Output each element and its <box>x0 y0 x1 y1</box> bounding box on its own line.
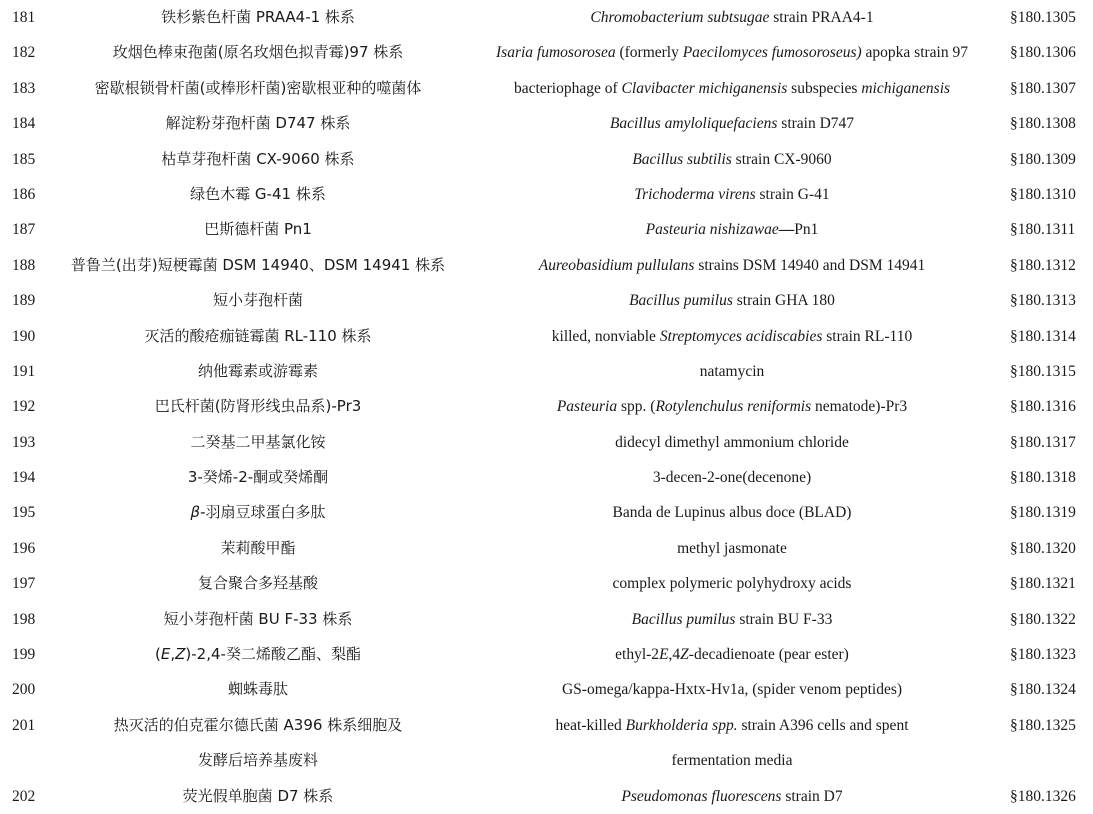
english-name-segment: E <box>659 646 669 664</box>
english-name-line <box>468 637 996 672</box>
english-name-segment: apopka strain 97 <box>861 44 968 62</box>
row-number: 189 <box>12 292 36 310</box>
regulation-code: §180.1322 <box>1010 610 1076 628</box>
table-row <box>0 354 1093 389</box>
english-name-segment: killed, nonviable <box>551 327 660 345</box>
english-name-line <box>468 743 996 778</box>
english-name-segment: Streptomyces acidiscabies <box>659 327 823 345</box>
row-number: 197 <box>12 575 36 593</box>
table-row <box>0 566 1093 601</box>
english-name-segment: subspecies <box>787 79 862 97</box>
english-name <box>468 495 996 530</box>
regulation-code: §180.1308 <box>1010 115 1076 133</box>
english-name-line <box>468 602 996 637</box>
english-name-segment: Bacillus pumilus <box>629 292 733 310</box>
english-name-line <box>468 354 996 389</box>
english-name-segment: (formerly <box>615 44 683 62</box>
table-row <box>0 389 1093 424</box>
english-name-segment: spp. ( <box>617 398 656 416</box>
english-name-segment: strain GHA 180 <box>732 292 835 310</box>
english-name-segment: methyl jasmonate <box>677 539 787 557</box>
chinese-name-line: (E,Z)-2,4-癸二烯酸乙酯、梨酯 <box>155 645 361 664</box>
table-row <box>0 212 1093 247</box>
english-name <box>468 283 996 318</box>
english-name-line <box>468 425 996 460</box>
chinese-name-line: 二癸基二甲基氯化铵 <box>190 432 326 451</box>
english-name-segment: michiganensis <box>861 79 951 97</box>
english-name <box>468 319 996 354</box>
english-name-segment: strain PRAA4-1 <box>769 9 874 26</box>
english-name <box>468 566 996 601</box>
english-name <box>468 177 996 212</box>
chinese-name <box>52 672 464 707</box>
regulation-code: §180.1313 <box>1010 292 1076 310</box>
english-name <box>468 602 996 637</box>
table-row <box>0 602 1093 637</box>
table-row <box>0 460 1093 495</box>
english-name-line <box>468 495 996 530</box>
table-row <box>0 637 1093 672</box>
chinese-name <box>52 531 464 566</box>
regulation-code: §180.1307 <box>1010 79 1076 97</box>
regulation-code: §180.1321 <box>1010 575 1076 593</box>
row-number: 191 <box>12 362 36 380</box>
chinese-name <box>52 248 464 283</box>
english-name <box>468 708 996 779</box>
regulation-code: §180.1316 <box>1010 398 1076 416</box>
english-name-segment: strain RL-110 <box>822 327 913 345</box>
chinese-name <box>52 0 464 35</box>
chinese-name-line: 铁杉紫色杆菌 PRAA4-1 株系 <box>161 8 355 26</box>
chinese-name <box>52 708 464 779</box>
row-number: 201 <box>12 716 36 734</box>
row-number: 188 <box>12 256 36 274</box>
regulation-code: §180.1309 <box>1010 150 1076 168</box>
chinese-name <box>52 35 464 70</box>
english-name <box>468 460 996 495</box>
english-name-segment: ,4 <box>668 646 681 664</box>
english-name-segment: strain BU F-33 <box>735 610 833 628</box>
regulation-code: §180.1312 <box>1010 256 1076 274</box>
regulation-code: §180.1317 <box>1010 433 1076 451</box>
regulation-code: §180.1305 <box>1010 9 1076 26</box>
chinese-name-line: 纳他霉素或游霉素 <box>197 361 318 380</box>
english-name-segment: Paecilomyces fumosoroseus) <box>682 44 862 62</box>
row-number: 199 <box>12 646 36 664</box>
english-name-line <box>468 71 996 106</box>
english-name-line <box>468 389 996 424</box>
chinese-name-line: 巴斯德杆菌 Pn1 <box>204 220 312 239</box>
english-name-segment: Z <box>680 646 689 664</box>
regulation-code: §180.1315 <box>1010 362 1076 380</box>
regulation-code: §180.1323 <box>1010 646 1076 664</box>
english-name-segment: Pasteuria nishizawae <box>645 221 779 239</box>
english-name-segment: natamycin <box>699 362 765 380</box>
regulation-code: §180.1310 <box>1010 185 1076 203</box>
english-name-line <box>468 531 996 566</box>
english-name-line <box>468 177 996 212</box>
table-row <box>0 142 1093 177</box>
chinese-name-line: 灭活的酸疮痂链霉菌 RL-110 株系 <box>144 326 372 345</box>
english-name-line <box>468 708 996 743</box>
english-name-segment: strains DSM 14940 and DSM 14941 <box>694 256 926 274</box>
chinese-name <box>52 602 464 637</box>
english-name <box>468 425 996 460</box>
row-number: 198 <box>12 610 36 628</box>
english-name-segment: strain G-41 <box>755 185 830 203</box>
english-name-line <box>468 672 996 707</box>
table-row <box>0 0 1093 35</box>
chinese-name <box>52 460 464 495</box>
regulation-code: §180.1318 <box>1010 469 1076 487</box>
table-row <box>0 708 1093 779</box>
english-name <box>468 672 996 707</box>
row-number: 195 <box>12 504 36 522</box>
row-number: 187 <box>12 221 36 239</box>
chinese-name <box>52 106 464 141</box>
english-name-segment: Burkholderia spp. <box>625 716 738 734</box>
english-name-line <box>468 35 996 70</box>
row-number: 202 <box>12 787 36 805</box>
regulation-code: §180.1311 <box>1010 221 1076 239</box>
regulation-code: §180.1306 <box>1010 44 1076 62</box>
chinese-name-line: 普鲁兰(出芽)短梗霉菌 DSM 14940、DSM 14941 株系 <box>70 255 446 274</box>
row-number: 192 <box>12 398 36 416</box>
regulation-code: §180.1325 <box>1010 716 1076 734</box>
english-name <box>468 71 996 106</box>
english-name-segment: bacteriophage of <box>513 79 622 97</box>
chinese-name-line: 玫烟色棒束孢菌(原名玫烟色拟青霉)97 株系 <box>112 43 404 62</box>
chinese-name-line: 密歇根锁骨杆菌(或棒形杆菌)密歇根亚种的噬菌体 <box>94 78 422 97</box>
chinese-name <box>52 283 464 318</box>
row-number: 182 <box>12 44 36 62</box>
table-row <box>0 495 1093 530</box>
english-name-line <box>468 142 996 177</box>
english-name-line <box>468 566 996 601</box>
english-name-segment: Bacillus pumilus <box>631 610 736 628</box>
chinese-name <box>52 389 464 424</box>
english-name-segment: ethyl-2 <box>615 646 660 664</box>
chinese-name-line: 枯草芽孢杆菌 CX-9060 株系 <box>161 149 355 168</box>
english-name-line <box>468 460 996 495</box>
regulation-code: §180.1314 <box>1010 327 1076 345</box>
english-name <box>468 389 996 424</box>
english-name-segment: Chromobacterium subtsugae <box>590 9 770 26</box>
row-number: 190 <box>12 327 36 345</box>
chinese-name-line: 发酵后培养基废料 <box>197 751 318 770</box>
english-name-line <box>468 319 996 354</box>
table-row <box>0 531 1093 566</box>
chinese-name-line: 荧光假单胞菌 D7 株系 <box>182 786 334 805</box>
english-name-segment: heat-killed <box>555 716 626 734</box>
chinese-name-line: 复合聚合多羟基酸 <box>197 574 318 593</box>
english-name-segment: -decadienoate (pear ester) <box>688 646 849 664</box>
row-number: 181 <box>12 9 36 26</box>
english-name-segment: Isaria fumosorosea <box>496 44 616 62</box>
table-row <box>0 425 1093 460</box>
row-number: 185 <box>12 150 36 168</box>
chinese-name-line: 蜘蛛毒肽 <box>227 680 288 699</box>
english-name-line <box>468 248 996 283</box>
english-name-segment: Clavibacter michiganensis <box>621 79 788 97</box>
english-name-line <box>468 779 996 814</box>
english-name-line <box>468 106 996 141</box>
english-name-segment: strain D747 <box>777 115 855 133</box>
english-name-segment: Trichoderma virens <box>634 185 756 203</box>
english-name <box>468 248 996 283</box>
regulation-code: §180.1319 <box>1010 504 1076 522</box>
chinese-name <box>52 177 464 212</box>
english-name-segment: Rotylenchulus reniformis <box>655 398 812 416</box>
table-row <box>0 106 1093 141</box>
chinese-name-line: 3-癸烯-2-酮或癸烯酮 <box>187 468 329 487</box>
english-name-segment: Pasteuria <box>556 398 618 416</box>
table-row <box>0 177 1093 212</box>
english-name-segment: didecyl dimethyl ammonium chloride <box>615 433 849 451</box>
table-row <box>0 283 1093 318</box>
row-number: 194 <box>12 469 36 487</box>
table-row <box>0 319 1093 354</box>
row-number: 183 <box>12 79 36 97</box>
chinese-name-line: 解淀粉芽孢杆菌 D747 株系 <box>165 114 351 133</box>
chinese-name-line: 茉莉酸甲酯 <box>220 538 296 557</box>
chinese-name <box>52 779 464 814</box>
chinese-name-line: 巴氏杆菌(防肾形线虫品系)-Pr3 <box>154 397 362 416</box>
chinese-name <box>52 71 464 106</box>
english-name-segment: fermentation media <box>671 752 793 770</box>
english-name-segment: Bacillus subtilis <box>632 150 732 168</box>
chinese-name <box>52 425 464 460</box>
chinese-name <box>52 142 464 177</box>
chinese-name <box>52 319 464 354</box>
table-row <box>0 248 1093 283</box>
chinese-name <box>52 354 464 389</box>
regulation-code: §180.1320 <box>1010 539 1076 557</box>
english-name-segment: Bacillus amyloliquefaciens <box>609 115 778 133</box>
chinese-name-line: 短小芽孢杆菌 BU F-33 株系 <box>163 609 353 628</box>
regulation-code: §180.1324 <box>1010 681 1076 699</box>
english-name-line <box>468 0 996 35</box>
english-name <box>468 531 996 566</box>
english-name <box>468 0 996 35</box>
chinese-name-line: 热灭活的伯克霍尔德氏菌 A396 株系细胞及 <box>113 715 403 734</box>
english-name <box>468 35 996 70</box>
row-number: 193 <box>12 433 36 451</box>
row-number: 186 <box>12 185 36 203</box>
english-name <box>468 354 996 389</box>
english-name-segment: GS-omega/kappa-Hxtx-Hv1a, (spider venom peptides) <box>561 681 903 699</box>
table-row <box>0 672 1093 707</box>
english-name-segment: 3-decen-2-one(decenone) <box>652 469 812 487</box>
english-name-segment: complex polymeric polyhydroxy acids <box>612 575 852 593</box>
english-name <box>468 212 996 247</box>
english-name-segment: Banda de Lupinus albus doce (BLAD) <box>612 504 852 522</box>
chinese-name-line: β-羽扇豆球蛋白多肽 <box>190 503 326 522</box>
chinese-name-line: 短小芽孢杆菌 <box>212 291 303 310</box>
chinese-name-line: 绿色木霉 G-41 株系 <box>190 184 326 203</box>
english-name <box>468 142 996 177</box>
english-name <box>468 637 996 672</box>
row-number: 196 <box>12 539 36 557</box>
english-name <box>468 106 996 141</box>
chinese-name <box>52 566 464 601</box>
english-name-segment: Aureobasidium pullulans <box>538 256 695 274</box>
table-row <box>0 71 1093 106</box>
english-name-segment: Pseudomonas fluorescens <box>621 787 782 805</box>
english-name-segment: — <box>778 221 795 239</box>
row-number: 184 <box>12 115 36 133</box>
english-name-segment: Pn1 <box>794 221 819 239</box>
chinese-name <box>52 637 464 672</box>
chinese-name <box>52 212 464 247</box>
english-name-line <box>468 212 996 247</box>
table-row <box>0 35 1093 70</box>
regulation-code: §180.1326 <box>1010 787 1076 805</box>
row-number: 200 <box>12 681 36 699</box>
english-name-segment: nematode)-Pr3 <box>811 398 908 416</box>
english-name-segment: strain D7 <box>781 787 843 805</box>
table-row <box>0 779 1093 814</box>
english-name-line <box>468 283 996 318</box>
english-name <box>468 779 996 814</box>
english-name-segment: strain CX-9060 <box>731 150 832 168</box>
english-name-segment: strain A396 cells and spent <box>737 716 909 734</box>
chinese-name <box>52 495 464 530</box>
